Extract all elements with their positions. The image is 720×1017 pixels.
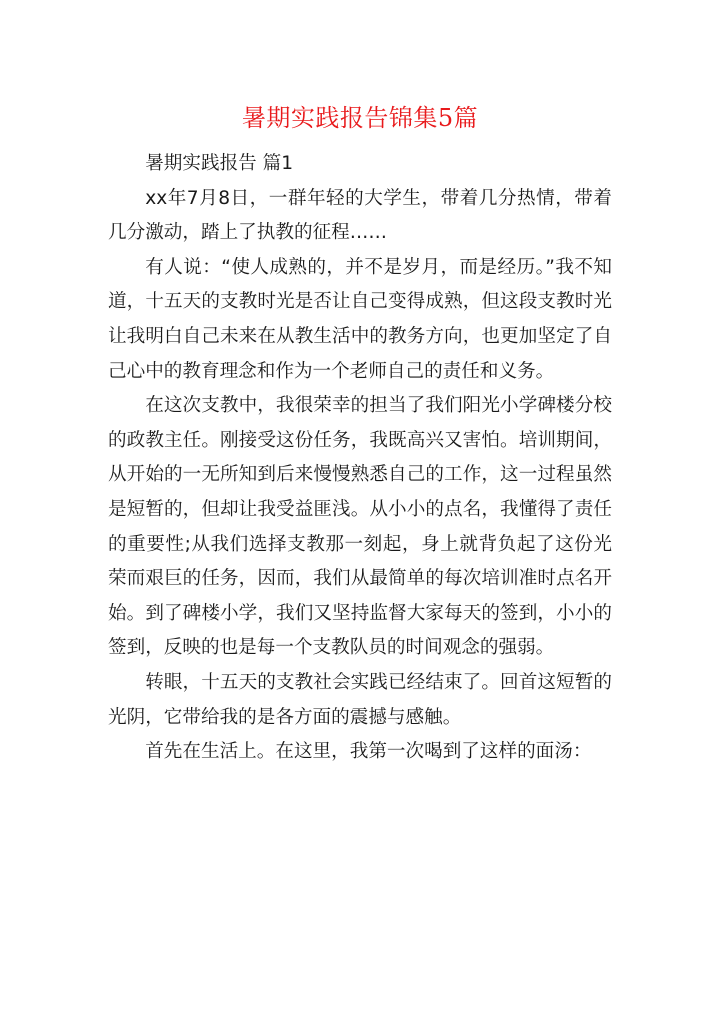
document-title: 暑期实践报告锦集5篇 [241,104,479,132]
document-body [108,147,612,770]
section-heading: 暑期实践报告 篇1 [145,153,294,174]
paragraph: 在这次支教中，我很荣幸的担当了我们阳光小学碑楼分校的政教主任。刚接受这份任务，我既高兴又害怕。培训期间，从开始的一无所知到后来慢慢熟悉自己的工作，这一过程虽然是短暂的，但却让我受益匪浅。从小小的点名，我懂得了责任的重要性;从我们选择支教那一刻起，身上就背负起了这份光荣而艰巨的任务，因而，我们从最简单的每次培训准时点名开始。到了碑楼小学，我们又坚持监督大家每天的签到，小小的签到，反映的也是每一个支教队员的时间观念的强弱。 [108,395,612,659]
paragraph: 转眼，十五天的支教社会实践已经结束了。回首这短暂的光阴，它带给我的是各方面的震撼与感触。 [108,671,612,728]
paragraph: 有人说：“使人成熟的，并不是岁月，而是经历。”我不知道，十五天的支教时光是否让自己变得成熟，但这段支教时光让我明白自己未来在从教生活中的教务方向，也更加坚定了自己心中的教育理念和作为一个老师自己的责任和义务。 [108,256,612,382]
paragraph: xx年7月8日，一群年轻的大学生，带着几分热情，带着几分激动，踏上了执教的征程…… [108,187,612,244]
paragraph: 首先在生活上。在这里，我第一次喝到了这样的面汤： [145,741,592,763]
